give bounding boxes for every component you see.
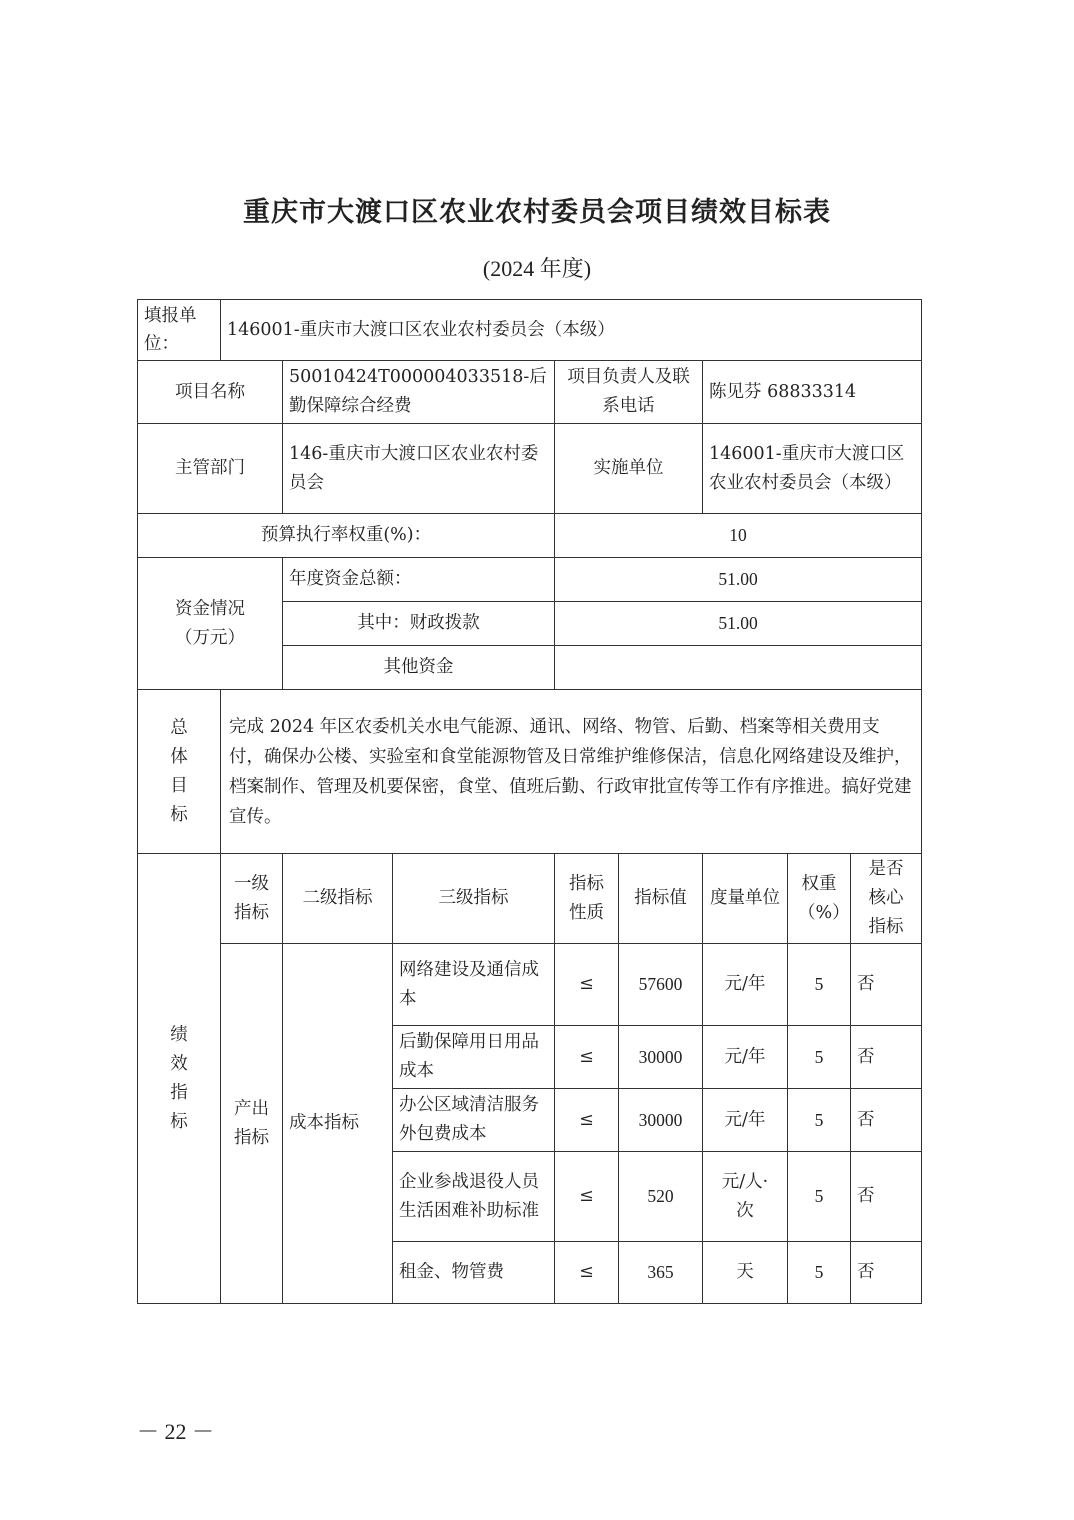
funding-total-label: 年度资金总额：: [283, 558, 555, 602]
indicator-core: 否: [851, 1242, 922, 1304]
performance-target-table: [137, 299, 922, 1304]
header-weight: 权重（%）: [788, 854, 851, 944]
indicator-core: 否: [851, 944, 922, 1026]
indicator-name: 企业参战退役人员生活困难补助标准: [393, 1152, 555, 1242]
indicator-value: 30000: [619, 1089, 703, 1152]
level1-value: 产出指标: [221, 944, 283, 1304]
header-level1: 一级指标: [221, 854, 283, 944]
department-value: 146-重庆市大渡口区农业农村委员会: [283, 424, 555, 514]
header-nature: 指标性质: [555, 854, 619, 944]
indicator-unit: 元/年: [703, 1026, 788, 1089]
implementing-unit-value: 146001-重庆市大渡口区农业农村委员会（本级）: [703, 424, 922, 514]
indicator-core: 否: [851, 1089, 922, 1152]
overall-goal-label: 总体目标: [138, 690, 221, 854]
indicator-nature: ≤: [555, 1152, 619, 1242]
funding-fiscal-label: 其中：财政拨款: [283, 602, 555, 646]
indicator-nature: ≤: [555, 1026, 619, 1089]
document-subtitle: (2024 年度): [482, 256, 592, 281]
indicator-weight: 5: [788, 1089, 851, 1152]
budget-weight-value: 10: [555, 514, 922, 558]
header-value: 指标值: [619, 854, 703, 944]
contact-label: 项目负责人及联系电话: [555, 361, 703, 424]
indicator-name: 网络建设及通信成本: [393, 944, 555, 1026]
indicator-unit: 元/人·次: [703, 1152, 788, 1242]
indicator-unit: 元/年: [703, 1089, 788, 1152]
indicator-name: 租金、物管费: [393, 1242, 555, 1304]
overall-goal-text: 完成 2024 年区农委机关水电气能源、通讯、网络、物管、后勤、档案等相关费用支付，确保办公楼、实验室和食堂能源物管及日常维护维修保洁，信息化网络建设及维护，档案制作、管理及机要保密，食堂、值班后勤、行政审批宣传等工作有序推进。搞好党建宣传。: [221, 690, 922, 854]
budget-weight-label: 预算执行率权重(%)：: [138, 514, 555, 558]
funding-label: 资金情况（万元）: [138, 558, 283, 690]
indicator-weight: 5: [788, 944, 851, 1026]
header-unit: 度量单位: [703, 854, 788, 944]
funding-fiscal-value: 51.00: [555, 602, 922, 646]
implementing-unit-label: 实施单位: [555, 424, 703, 514]
indicator-value: 30000: [619, 1026, 703, 1089]
indicator-weight: 5: [788, 1242, 851, 1304]
indicator-value: 365: [619, 1242, 703, 1304]
indicator-nature: ≤: [555, 944, 619, 1026]
indicator-value: 57600: [619, 944, 703, 1026]
header-level2: 二级指标: [283, 854, 393, 944]
project-name-value: 50010424T000004033518-后勤保障综合经费: [283, 361, 555, 424]
indicator-weight: 5: [788, 1026, 851, 1089]
page-number: － 22 －: [137, 1419, 215, 1444]
header-core: 是否核心指标: [851, 854, 922, 944]
performance-label: 绩效指标: [138, 854, 221, 1304]
indicator-value: 520: [619, 1152, 703, 1242]
document-title: 重庆市大渡口区农业农村委员会项目绩效目标表: [243, 197, 831, 228]
indicator-nature: ≤: [555, 1242, 619, 1304]
indicator-core: 否: [851, 1026, 922, 1089]
funding-other-label: 其他资金: [283, 646, 555, 690]
indicator-nature: ≤: [555, 1089, 619, 1152]
project-name-label: 项目名称: [138, 361, 283, 424]
header-level3: 三级指标: [393, 854, 555, 944]
indicator-name: 办公区域清洁服务外包费成本: [393, 1089, 555, 1152]
funding-other-value: [555, 646, 922, 690]
level2-value: 成本指标: [283, 944, 393, 1304]
funding-total-value: 51.00: [555, 558, 922, 602]
table-row: [138, 944, 922, 1026]
indicator-unit: 元/年: [703, 944, 788, 1026]
indicator-unit: 天: [703, 1242, 788, 1304]
indicator-core: 否: [851, 1152, 922, 1242]
reporting-unit-label: 填报单位：: [138, 300, 221, 361]
department-label: 主管部门: [138, 424, 283, 514]
indicator-weight: 5: [788, 1152, 851, 1242]
reporting-unit-value: 146001-重庆市大渡口区农业农村委员会（本级）: [221, 300, 922, 361]
indicator-name: 后勤保障用日用品成本: [393, 1026, 555, 1089]
contact-value: 陈见芬 68833314: [703, 361, 922, 424]
